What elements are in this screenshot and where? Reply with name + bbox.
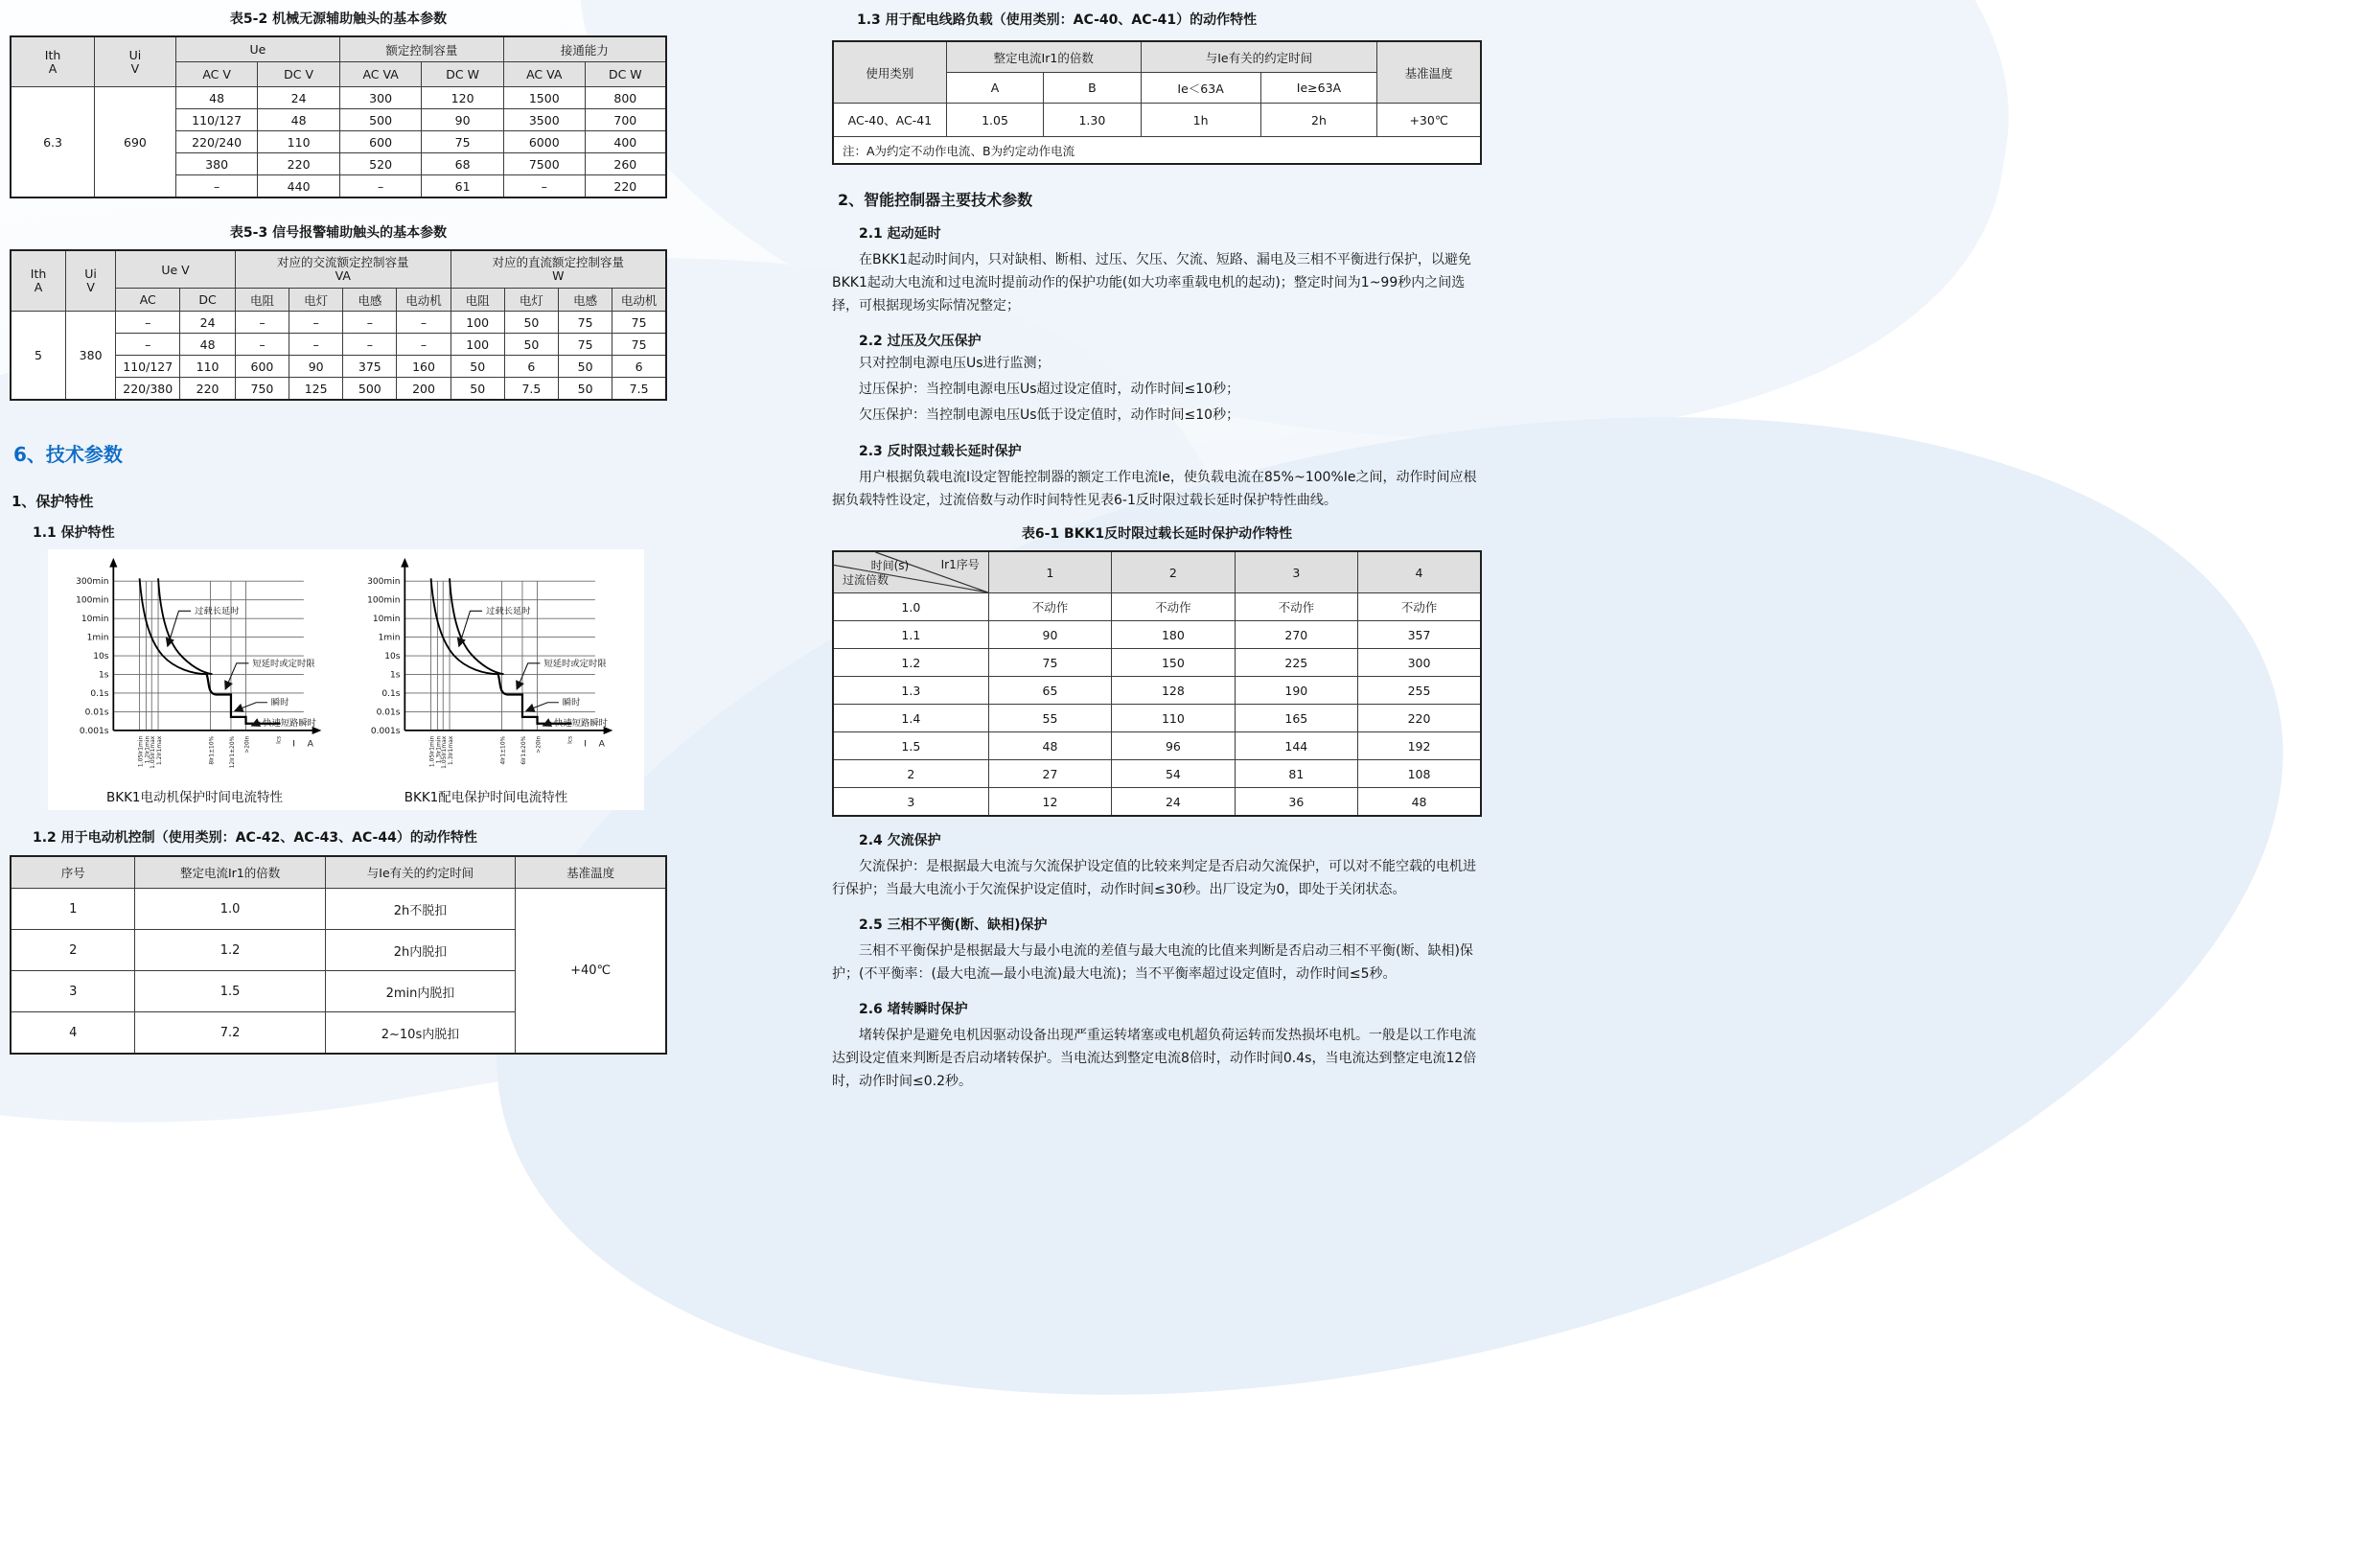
svg-text:1.05Ir1min: 1.05Ir1min <box>428 735 436 768</box>
cell: 基准温度 <box>1377 41 1481 104</box>
svg-text:10min: 10min <box>81 615 109 625</box>
cell: 电动机 <box>612 289 666 312</box>
cell: 6.3 <box>11 87 95 198</box>
cell: 600 <box>339 131 422 153</box>
cell: 300 <box>1358 649 1481 677</box>
cell: – <box>397 312 451 334</box>
paragraph-2-2-line-1: 只对控制电源电压Us进行监测； <box>859 356 1051 371</box>
cell: 375 <box>343 356 397 378</box>
paragraph-2-3: 用户根据负载电流I设定智能控制器的额定工作电流Ie，使负载电流在85%~100%Ie之间，动作时间应根据负载特性设定，过流倍数与动作时间特性见表6-1反时限过载长延时保护特性曲线。 <box>832 470 1477 508</box>
cell: 225 <box>1235 649 1357 677</box>
cell: 基准温度 <box>516 856 666 889</box>
chart-caption: BKK1配电保护时间电流特性 <box>404 790 568 805</box>
cell: 48 <box>988 732 1111 760</box>
cell: 61 <box>422 175 504 198</box>
svg-text:4Ir1±10%: 4Ir1±10% <box>499 735 507 765</box>
cell: 50 <box>504 334 558 356</box>
svg-text:0.001s: 0.001s <box>79 726 109 736</box>
svg-text:1min: 1min <box>378 633 401 643</box>
cell: 108 <box>1358 760 1481 788</box>
cell: 6 <box>504 356 558 378</box>
section-heading-1-1: 1.1 保护特性 <box>33 525 115 541</box>
cell: – <box>116 312 180 334</box>
left-column <box>10 0 667 1055</box>
cell: 不动作 <box>1112 593 1235 621</box>
cell: DC W <box>422 62 504 87</box>
cell: 220 <box>180 378 236 401</box>
cell: 90 <box>988 621 1111 649</box>
cell: Ue V <box>116 250 236 289</box>
cell: 48 <box>1358 788 1481 817</box>
svg-text:0.1s: 0.1s <box>381 688 401 699</box>
cell: 690 <box>95 87 176 198</box>
table-row <box>833 551 1481 593</box>
table-row <box>11 856 666 889</box>
cell: 90 <box>422 109 504 131</box>
cell: – <box>289 312 343 334</box>
cell: 1500 <box>503 87 585 109</box>
svg-text:10s: 10s <box>93 651 109 661</box>
cell: 50 <box>559 356 612 378</box>
paragraph-2-2-line-3: 欠压保护：当控制电源电压Us低于设定值时，动作时间≤10秒； <box>859 407 1240 423</box>
cell: 7.5 <box>504 378 558 401</box>
cell: 2 <box>833 760 988 788</box>
cell: 520 <box>339 153 422 175</box>
svg-text:过载长延时: 过载长延时 <box>486 606 531 617</box>
cell: 使用类别 <box>833 41 946 104</box>
section-heading-2: 2、智能控制器主要技术参数 <box>838 191 1033 209</box>
cell: 54 <box>1112 760 1235 788</box>
cell: 700 <box>585 109 666 131</box>
cell: 110 <box>180 356 236 378</box>
paragraph-2-5: 三相不平衡保护是根据最大与最小电流的差值与最大电流的比值来判断是否启动三相不平衡(断、缺相)保护；(不平衡率：(最大电流—最小电流)最大电流)；当不平衡率超过设定值时，动作时间≤5秒。 <box>832 943 1473 982</box>
svg-text:1.2Ir1max: 1.2Ir1max <box>155 735 163 766</box>
section-heading-1-2: 1.2 用于电动机控制（使用类别：AC-42、AC-43、AC-44）的动作特性 <box>33 830 477 846</box>
table-1-2 <box>10 855 667 1055</box>
svg-text:300min: 300min <box>76 577 109 588</box>
cell: 75 <box>559 312 612 334</box>
cell: 255 <box>1358 677 1481 705</box>
svg-text:10s: 10s <box>384 651 401 661</box>
cell: 整定电流Ir1的倍数 <box>946 41 1141 73</box>
svg-text:1s: 1s <box>98 670 109 681</box>
svg-text:>20In: >20In <box>243 735 251 754</box>
cell: 75 <box>612 334 666 356</box>
section-heading-2-4: 2.4 欠流保护 <box>859 833 941 848</box>
cell: 220 <box>258 153 340 175</box>
cell: A <box>946 73 1043 104</box>
cell: 357 <box>1358 621 1481 649</box>
cell: 12 <box>988 788 1111 817</box>
cell: AC V <box>175 62 258 87</box>
svg-text:I A: I A <box>292 738 318 750</box>
svg-text:300min: 300min <box>367 577 401 588</box>
cell: 500 <box>343 378 397 401</box>
cell: – <box>116 334 180 356</box>
cell: 500 <box>339 109 422 131</box>
cell: 1 <box>988 551 1111 593</box>
cell: Ie＜63A <box>1141 73 1260 104</box>
table-row <box>833 788 1481 817</box>
cell: 750 <box>235 378 289 401</box>
cell: 序号 <box>11 856 135 889</box>
cell: – <box>289 334 343 356</box>
cell: – <box>339 175 422 198</box>
cell: 65 <box>988 677 1111 705</box>
cell: 68 <box>422 153 504 175</box>
cell: 不动作 <box>1235 593 1357 621</box>
svg-text:1.3Ir1min: 1.3Ir1min <box>435 735 443 764</box>
table-row <box>833 621 1481 649</box>
cell: 110/127 <box>116 356 180 378</box>
cell: 2min内脱扣 <box>325 971 515 1012</box>
svg-text:0.01s: 0.01s <box>376 708 401 718</box>
cell: +30℃ <box>1377 104 1481 137</box>
right-column <box>832 0 1482 1093</box>
cell: 4 <box>11 1012 135 1055</box>
cell: 160 <box>397 356 451 378</box>
cell: 120 <box>422 87 504 109</box>
cell: 100 <box>451 334 504 356</box>
cell: 24 <box>1112 788 1235 817</box>
cell: 75 <box>422 131 504 153</box>
svg-text:8Ir1±10%: 8Ir1±10% <box>208 735 216 765</box>
cell: 整定电流Ir1的倍数 <box>135 856 325 889</box>
cell: 3 <box>1235 551 1357 593</box>
cell: 1h <box>1141 104 1260 137</box>
svg-text:短延时或定时限: 短延时或定时限 <box>252 658 315 669</box>
table-row <box>833 705 1481 732</box>
cell: 96 <box>1112 732 1235 760</box>
svg-text:瞬时: 瞬时 <box>270 697 289 708</box>
cell: 110/127 <box>175 109 258 131</box>
cell: DC <box>180 289 236 312</box>
cell: 110 <box>258 131 340 153</box>
cell: 接通能力 <box>503 36 666 62</box>
svg-text:1.2Ir1min: 1.2Ir1min <box>144 735 151 764</box>
table-row <box>833 593 1481 621</box>
distribution-protection-curve-chart <box>345 553 627 798</box>
cell: 220 <box>1358 705 1481 732</box>
cell: 128 <box>1112 677 1235 705</box>
svg-text:瞬时: 瞬时 <box>562 697 581 708</box>
cell: Ui V <box>95 36 176 87</box>
cell: 1.4 <box>833 705 988 732</box>
cell: 电感 <box>559 289 612 312</box>
protection-curve-panel <box>48 549 644 810</box>
cell: Ie≥63A <box>1260 73 1377 104</box>
table-row <box>11 312 666 334</box>
table-row <box>833 104 1481 137</box>
cell: 额定控制容量 <box>339 36 503 62</box>
table-5-3 <box>10 249 667 401</box>
cell: DC V <box>258 62 340 87</box>
section-heading-2-1: 2.1 起动延时 <box>859 226 941 242</box>
cell: DC W <box>585 62 666 87</box>
cell: 对应的交流额定控制容量 VA <box>235 250 451 289</box>
cell: 3500 <box>503 109 585 131</box>
cell: 4 <box>1358 551 1481 593</box>
cell: 1.0 <box>833 593 988 621</box>
cell: 380 <box>175 153 258 175</box>
table-row <box>833 137 1481 165</box>
cell: 与Ie有关的约定时间 <box>1141 41 1377 73</box>
table-5-3-title: 表5-3 信号报警辅助触头的基本参数 <box>229 225 448 241</box>
cell: 1.2 <box>833 649 988 677</box>
datasheet-page <box>0 0 1629 1089</box>
svg-text:1.3Ir1max: 1.3Ir1max <box>447 735 454 766</box>
cell: 75 <box>559 334 612 356</box>
table-row <box>833 41 1481 73</box>
cell: AC-40、AC-41 <box>833 104 946 137</box>
svg-text:短延时或定时限: 短延时或定时限 <box>543 658 607 669</box>
cell: 27 <box>988 760 1111 788</box>
cell: – <box>175 175 258 198</box>
table-6-1 <box>832 550 1482 817</box>
svg-text:12Ir1±20%: 12Ir1±20% <box>228 735 236 769</box>
cell: 电灯 <box>504 289 558 312</box>
cell: 24 <box>258 87 340 109</box>
cell: 6000 <box>503 131 585 153</box>
cell: 7.5 <box>612 378 666 401</box>
cell: 7.2 <box>135 1012 325 1055</box>
svg-text:1s: 1s <box>389 670 401 681</box>
cell: 7500 <box>503 153 585 175</box>
section-heading-1-3: 1.3 用于配电线路负载（使用类别：AC-40、AC-41）的动作特性 <box>857 12 1258 28</box>
cell: 2h <box>1260 104 1377 137</box>
cell: 24 <box>180 312 236 334</box>
distribution-curve-block <box>345 553 627 810</box>
cell: 220 <box>585 175 666 198</box>
svg-text:Ics: Ics <box>566 735 574 744</box>
cell: 与Ie有关的约定时间 <box>325 856 515 889</box>
cell: 2 <box>1112 551 1235 593</box>
diagonal-header-cell: 时间(s) Ir1序号 过流倍数 <box>833 551 988 593</box>
table-row <box>11 87 666 109</box>
motor-curve-block <box>54 553 335 810</box>
cell: 50 <box>451 378 504 401</box>
cell: 1.30 <box>1044 104 1141 137</box>
svg-text:1.05Ir1max: 1.05Ir1max <box>150 735 157 769</box>
cell: 144 <box>1235 732 1357 760</box>
table-row <box>11 889 666 930</box>
cell: – <box>397 334 451 356</box>
cell: 1.5 <box>833 732 988 760</box>
cell: – <box>343 334 397 356</box>
cell: 90 <box>289 356 343 378</box>
cell: 125 <box>289 378 343 401</box>
cell: 75 <box>988 649 1111 677</box>
cell: 对应的直流额定控制容量 W <box>451 250 666 289</box>
motor-protection-curve-chart <box>54 553 335 798</box>
cell: 1.0 <box>135 889 325 930</box>
cell: 1.2 <box>135 930 325 971</box>
cell: 440 <box>258 175 340 198</box>
svg-text:10min: 10min <box>372 615 401 625</box>
cell: – <box>343 312 397 334</box>
svg-text:快速短路瞬时: 快速短路瞬时 <box>554 718 609 730</box>
cell: 75 <box>612 312 666 334</box>
cell: 50 <box>559 378 612 401</box>
cell: 1.5 <box>135 971 325 1012</box>
svg-text:Ics: Ics <box>275 735 283 744</box>
cell: 48 <box>180 334 236 356</box>
cell: 81 <box>1235 760 1357 788</box>
cell: 1.05 <box>946 104 1043 137</box>
cell: Ith A <box>11 36 95 87</box>
cell: 1 <box>11 889 135 930</box>
cell: 270 <box>1235 621 1357 649</box>
svg-text:1.05Ir1max: 1.05Ir1max <box>441 735 449 769</box>
chart-caption: BKK1电动机保护时间电流特性 <box>105 790 284 805</box>
table-row <box>833 732 1481 760</box>
cell: 2~10s内脱扣 <box>325 1012 515 1055</box>
svg-text:100min: 100min <box>76 595 109 606</box>
cell: 不动作 <box>988 593 1111 621</box>
table-6-1-title: 表6-1 BKK1反时限过载长延时保护动作特性 <box>1021 526 1293 542</box>
section-heading-6: 6、技术参数 <box>13 443 123 466</box>
cell: 不动作 <box>1358 593 1481 621</box>
cell: 3 <box>833 788 988 817</box>
svg-text:I A: I A <box>584 738 610 750</box>
table-row <box>11 36 666 62</box>
cell: B <box>1044 73 1141 104</box>
cell: 2h不脱扣 <box>325 889 515 930</box>
cell: 260 <box>585 153 666 175</box>
cell: 电阻 <box>235 289 289 312</box>
cell: 48 <box>175 87 258 109</box>
cell: 180 <box>1112 621 1235 649</box>
cell: – <box>503 175 585 198</box>
section-heading-2-6: 2.6 堵转瞬时保护 <box>859 1002 968 1017</box>
cell: Ui V <box>66 250 116 312</box>
cell: – <box>235 334 289 356</box>
cell: 电灯 <box>289 289 343 312</box>
cell: 3 <box>11 971 135 1012</box>
section-heading-2-2: 2.2 过压及欠压保护 <box>859 334 982 349</box>
svg-text:1min: 1min <box>86 633 109 643</box>
section-heading-1: 1、保护特性 <box>12 493 94 510</box>
cell: 110 <box>1112 705 1235 732</box>
cell: 50 <box>451 356 504 378</box>
cell: 190 <box>1235 677 1357 705</box>
cell: 5 <box>11 312 66 401</box>
svg-text:0.1s: 0.1s <box>90 688 109 699</box>
cell: Ue <box>175 36 339 62</box>
svg-text:0.01s: 0.01s <box>84 708 109 718</box>
svg-text:快速短路瞬时: 快速短路瞬时 <box>263 718 317 730</box>
cell: 220/380 <box>116 378 180 401</box>
svg-text:6Ir1±20%: 6Ir1±20% <box>520 735 527 765</box>
cell: 100 <box>451 312 504 334</box>
cell: – <box>235 312 289 334</box>
cell: 2h内脱扣 <box>325 930 515 971</box>
table-row <box>833 677 1481 705</box>
cell: 192 <box>1358 732 1481 760</box>
cell: 165 <box>1235 705 1357 732</box>
paragraph-2-2-line-2: 过压保护：当控制电源电压Us超过设定值时，动作时间≤10秒； <box>859 382 1240 397</box>
cell: AC VA <box>339 62 422 87</box>
svg-text:0.001s: 0.001s <box>370 726 401 736</box>
table-row <box>833 649 1481 677</box>
cell: 400 <box>585 131 666 153</box>
cell: +40℃ <box>516 889 666 1055</box>
cell: Ith A <box>11 250 66 312</box>
svg-text:1.05Ir1min: 1.05Ir1min <box>137 735 145 768</box>
cell: AC <box>116 289 180 312</box>
cell: 380 <box>66 312 116 401</box>
paragraph-2-4: 欠流保护：是根据最大电流与欠流保护设定值的比较来判定是否启动欠流保护，可以对不能空载的电机进行保护；当最大电流小于欠流保护设定值时，动作时间≤30秒。出厂设定为0，即处于关闭状态。 <box>832 859 1476 897</box>
cell: 55 <box>988 705 1111 732</box>
cell: 36 <box>1235 788 1357 817</box>
cell: 200 <box>397 378 451 401</box>
paragraph-2-6: 堵转保护是避免电机因驱动设备出现严重运转堵塞或电机超负荷运转而发热损坏电机。一般是以工作电流达到设定值来判断是否启动堵转保护。当电流达到整定电流8倍时，动作时间0.4s，当电流达到整定电流12倍时，动作时间≤0.2秒。 <box>832 1028 1477 1089</box>
table-1-3 <box>832 40 1482 165</box>
svg-text:过载长延时: 过载长延时 <box>195 606 240 617</box>
cell: 800 <box>585 87 666 109</box>
cell: 电感 <box>343 289 397 312</box>
cell: 1.3 <box>833 677 988 705</box>
cell: 电阻 <box>451 289 504 312</box>
table-note: 注：A为约定不动作电流、B为约定动作电流 <box>833 137 1481 165</box>
cell: 220/240 <box>175 131 258 153</box>
svg-text:100min: 100min <box>367 595 401 606</box>
table-row <box>833 760 1481 788</box>
cell: 电动机 <box>397 289 451 312</box>
cell: 600 <box>235 356 289 378</box>
cell: 50 <box>504 312 558 334</box>
cell: 150 <box>1112 649 1235 677</box>
cell: 2 <box>11 930 135 971</box>
cell: 48 <box>258 109 340 131</box>
section-heading-2-3: 2.3 反时限过载长延时保护 <box>859 444 1022 459</box>
table-5-2 <box>10 35 667 198</box>
section-heading-2-5: 2.5 三相不平衡(断、缺相)保护 <box>859 917 1048 933</box>
cell: 300 <box>339 87 422 109</box>
cell: 6 <box>612 356 666 378</box>
table-row <box>11 250 666 289</box>
svg-text:>20In: >20In <box>535 735 543 754</box>
cell: 1.1 <box>833 621 988 649</box>
cell: AC VA <box>503 62 585 87</box>
table-5-2-title: 表5-2 机械无源辅助触头的基本参数 <box>229 12 448 27</box>
paragraph-2-1: 在BKK1起动时间内，只对缺相、断相、过压、欠压、欠流、短路、漏电及三相不平衡进行保护，以避免BKK1起动大电流和过电流时提前动作的保护功能(如大功率重载电机的起动)；整定时间为1~99秒内之间选择，可根据现场实际情况整定； <box>832 252 1471 313</box>
